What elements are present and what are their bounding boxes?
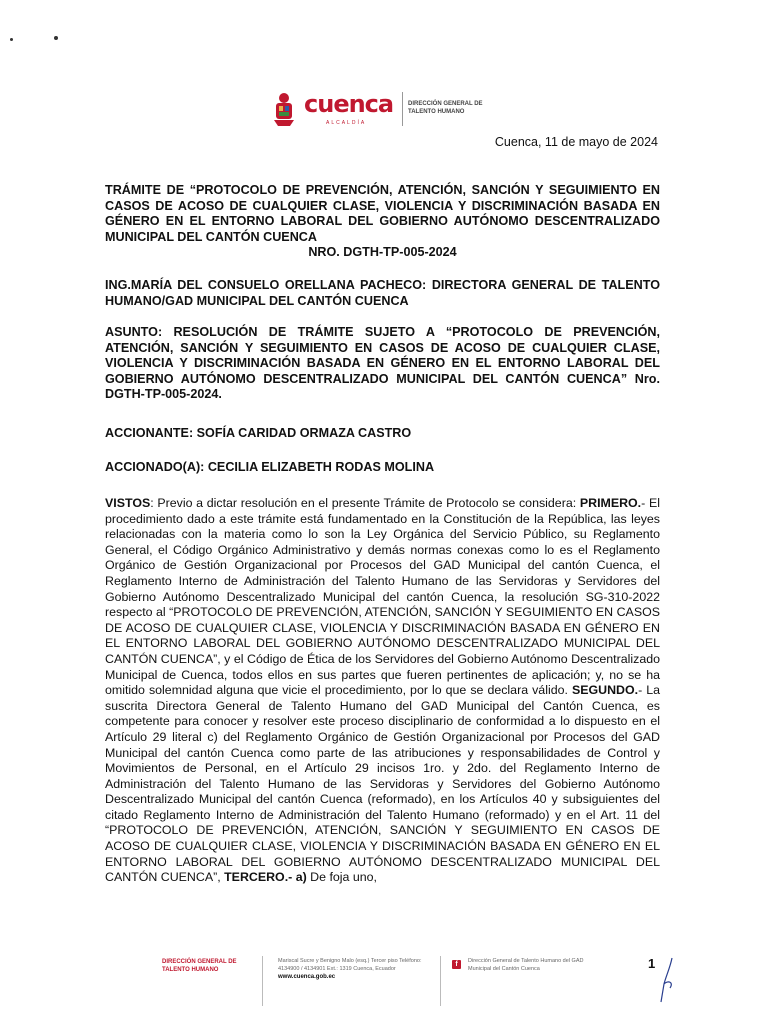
logo-department: DIRECCIÓN GENERAL DE TALENTO HUMANO bbox=[408, 101, 483, 115]
authority-line: ING.MARÍA DEL CONSUELO ORELLANA PACHECO: DIRECTORA GENERAL DE TALENTO HUMANO/GAD MUNICIPAL DEL CANTÓN CUENCA bbox=[105, 278, 660, 308]
tercero-label: TERCERO.- a) bbox=[224, 870, 307, 885]
plaintiff-line: ACCIONANTE: SOFÍA CARIDAD ORMAZA CASTRO bbox=[105, 426, 412, 440]
footer-address-text: Mariscal Sucre y Benigno Malo (esq.) Tercer piso Teléfono: 4134900 / 4134901 Ext.: 1319 Cuenca, Ecuador bbox=[278, 958, 422, 972]
title-text: TRÁMITE DE “PROTOCOLO DE PREVENCIÓN, ATENCIÓN, SANCIÓN Y SEGUIMIENTO EN CASOS DE ACOSO DE CUALQUIER CLASE, VIOLENCIA Y DISCRIMINACIÓN BASADA EN GÉNERO EN EL ENTORNO LABORAL DEL GOBIERNO AUTÓNOMO DESCENTRALIZADO MUNICIPAL DEL CANTÓN CUENCA bbox=[105, 183, 660, 244]
cuenca-emblem-icon bbox=[268, 90, 300, 128]
title-number: NRO. DGTH-TP-005-2024 bbox=[308, 245, 457, 259]
tercero-text: De foja uno, bbox=[306, 870, 377, 885]
logo-subtitle: ALCALDÍA bbox=[326, 120, 367, 126]
page-footer bbox=[0, 950, 768, 1024]
primero-label: PRIMERO. bbox=[579, 496, 642, 510]
footer-divider bbox=[440, 956, 441, 1006]
document-title bbox=[105, 183, 660, 261]
vistos-label: VISTOS bbox=[105, 496, 151, 510]
cuenca-logo bbox=[268, 88, 508, 134]
document-date: Cuenca, 11 de mayo de 2024 bbox=[494, 135, 658, 149]
footer-website-link[interactable]: www.cuenca.gob.ec bbox=[278, 974, 336, 980]
resolution-body bbox=[105, 496, 660, 886]
facebook-icon: f bbox=[452, 960, 461, 969]
subject-line: ASUNTO: RESOLUCIÓN DE TRÁMITE SUJETO A “PROTOCOLO DE PREVENCIÓN, ATENCIÓN, SANCIÓN Y SEGUIMIENTO EN CASOS DE ACOSO DE CUALQUIER CLASE, VIOLENCIA Y DISCRIMINACIÓN BASADA EN GÉNERO EN EL ENTORNO LABORAL DEL GOBIERNO AUTÓNOMO DESCENTRALIZADO MUNICIPAL DEL CANTÓN CUENCA” Nro. DGTH-TP-005-2024. bbox=[105, 325, 660, 401]
footer-address bbox=[278, 957, 438, 981]
logo-wordmark: cuenca bbox=[304, 90, 394, 118]
footer-divider bbox=[262, 956, 263, 1006]
page-number: 1 bbox=[648, 956, 656, 971]
signature-mark bbox=[656, 954, 680, 1004]
defendant-line: ACCIONADO(A): CECILIA ELIZABETH RODAS MOLINA bbox=[105, 460, 435, 474]
footer-social: Dirección General de Talento Humano del GAD Municipal del Cantón Cuenca bbox=[468, 958, 584, 972]
segundo-label: SEGUNDO. bbox=[571, 683, 639, 698]
logo-divider bbox=[402, 92, 403, 126]
footer-department: DIRECCIÓN GENERAL DE TALENTO HUMANO bbox=[162, 959, 237, 973]
vistos-text: : Previo a dictar resolución en el presente Trámite de Protocolo se considera: bbox=[150, 496, 577, 510]
segundo-text: - La suscrita Directora General de Talento Humano del GAD Municipal del Cantón Cuenca, es competente para conocer y resolver este proceso disciplinario de conformidad a lo dispuesto en el Artículo 29 literal c) del Reglamento Orgánico de Gestión Organizacional por Procesos del GAD Municipal del cantón Cuenca como parte de las atribuciones y responsabilidades de Control y Movimientos de Personal, en el Artículo 29 incisos 1ro. y 2do. del Reglamento Interno de Administración del Talento Humano de las Servidoras y Servidores del Gobierno Autónomo Descentralizado Municipal del cantón Cuenca (reformado), en los Artículos 40 y subsiguientes del citado Reglamento Interno de Administración del Talento Humano (reformado) y en el Art. 11 del “PROTOCOLO DE PREVENCIÓN, ATENCIÓN, SANCIÓN Y SEGUIMIENTO EN CASOS DE ACOSO DE CUALQUIER CLASE, VIOLENCIA Y DISCRIMINACIÓN BASADA EN GÉNERO EN EL ENTORNO LABORAL DEL GOBIERNO AUTÓNOMO DESCENTRALIZADO MUNICIPAL DEL CANTÓN CUENCA”, bbox=[105, 683, 660, 885]
primero-text: - El procedimiento dado a este trámite está fundamentado en la Constitución de la República, las leyes relacionadas con la materia como lo son la Ley Orgánica del Servicio Público, su Reglamento General, el Código Orgánico Administrativo y demás normas conexas como lo es el Reglamento Orgánico de Gestión Organizacional por Procesos del GAD Municipal del cantón Cuenca, el Reglamento Interno de Administración del Talento Humano de las Servidoras y Servidores del Gobierno Autónomo Descentralizado Municipal del cantón Cuenca, la resolución SG-310-2022 respecto al “PROTOCOLO DE PREVENCIÓN, ATENCIÓN, SANCIÓN Y SEGUIMIENTO EN CASOS DE ACOSO DE CUALQUIER CLASE, VIOLENCIA Y DISCRIMINACIÓN BASADA EN GÉNERO EN EL ENTORNO LABORAL DEL GOBIERNO AUTÓNOMO DESCENTRALIZADO MUNICIPAL DEL CANTÓN CUENCA”, y el Código de Ética de los Servidores del Gobierno Autónomo Descentralizado Municipal de Cuenca, todos ellos en sus partes que fueren pertinentes de aplicación; y, no se ha omitido solemnidad alguna que vicie el procedimiento, por lo que se declara válido. bbox=[105, 496, 660, 698]
scan-marks bbox=[8, 34, 68, 46]
